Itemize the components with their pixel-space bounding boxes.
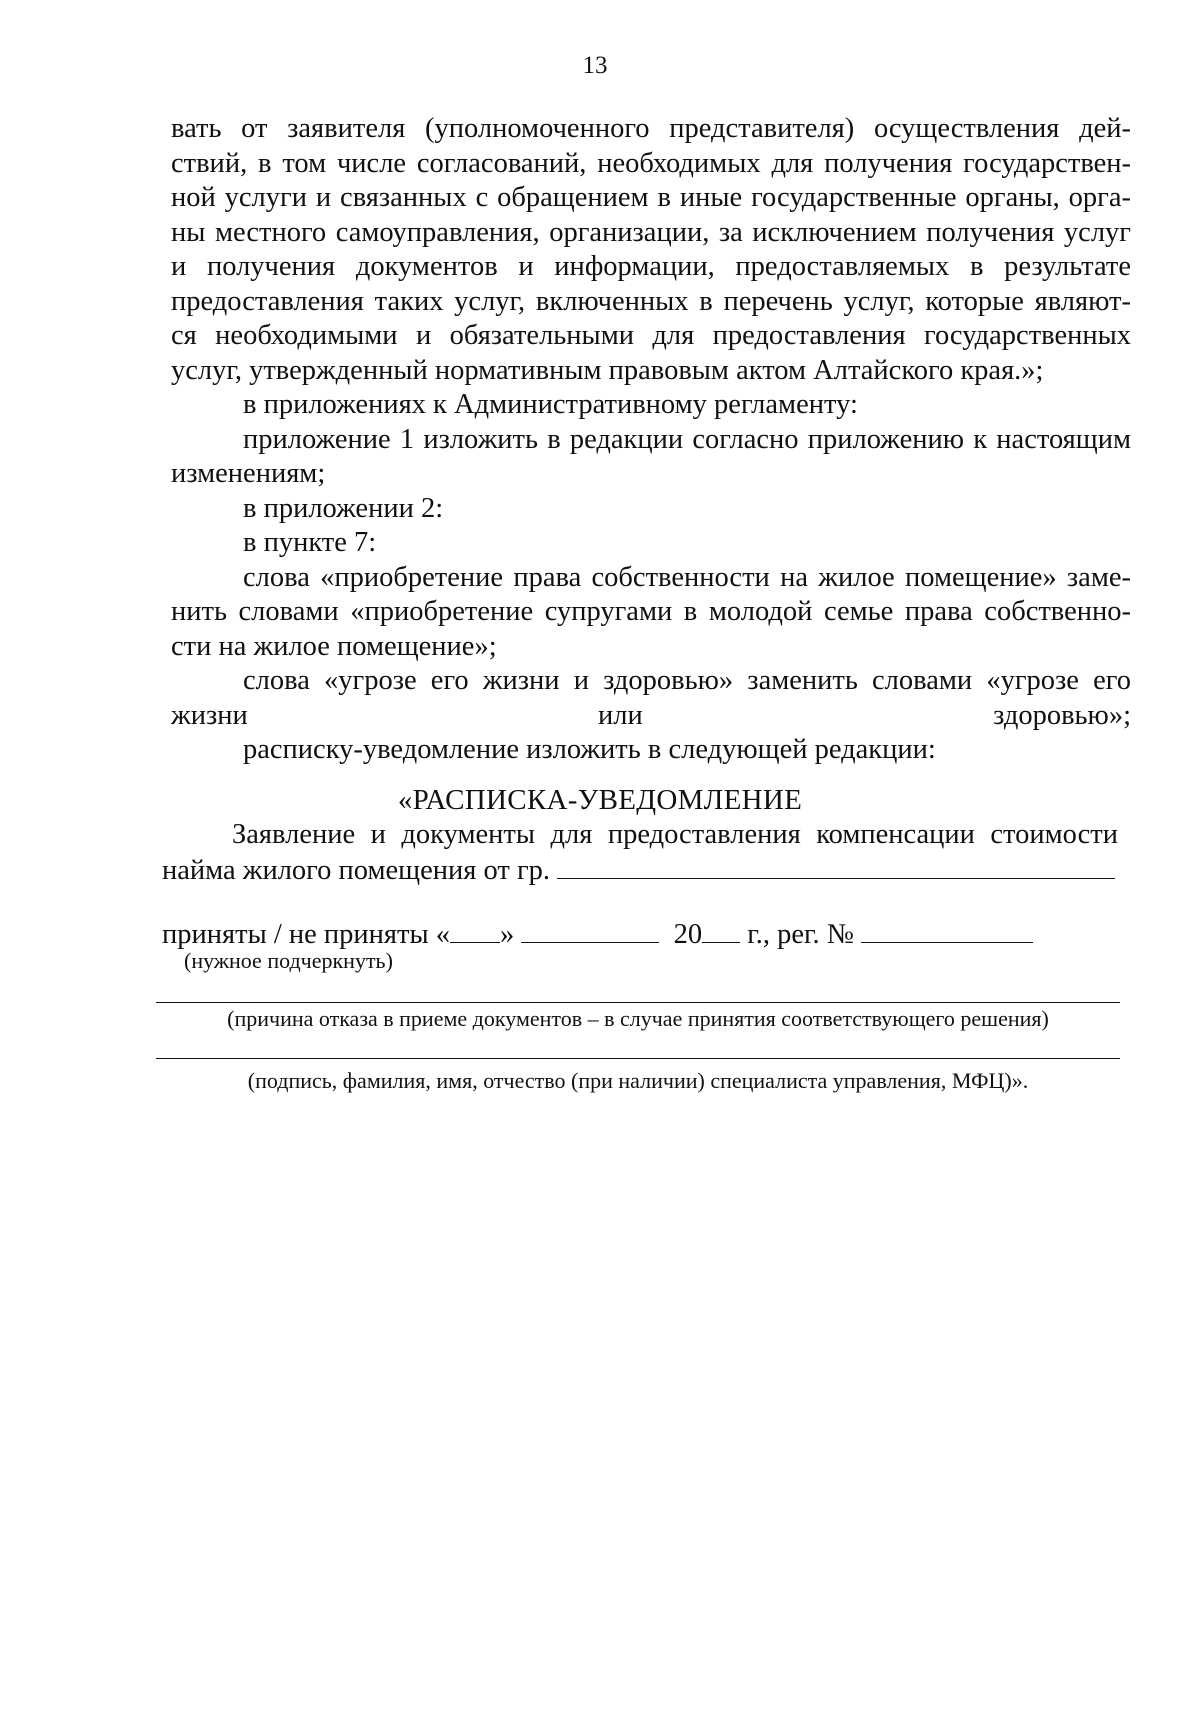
signature-caption: (подпись, фамилия, имя, отчество (при наличии) специалиста управления, МФЦ)». bbox=[247, 1068, 1029, 1093]
document-body bbox=[171, 112, 1131, 768]
underline-hint: (нужное подчеркнуть) bbox=[184, 948, 393, 973]
body-line: в пункте 7: bbox=[243, 527, 377, 558]
applicant-name-field[interactable] bbox=[557, 852, 1115, 879]
form-title: «РАСПИСКА-УВЕДОМЛЕНИЕ bbox=[397, 784, 803, 816]
body-line: ся необходимыми и обязательными для предоставления государственных bbox=[171, 320, 1131, 351]
refusal-caption: (причина отказа в приеме документов – в случае принятия соответствующего решения) bbox=[227, 1006, 1049, 1031]
accepted-label: приняты / не приняты « bbox=[162, 919, 451, 950]
body-line: и получения документов и информации, предоставляемых в результате bbox=[171, 251, 1131, 282]
body-line: ной услуги и связанных с обращением в иные государственные органы, орга- bbox=[171, 182, 1131, 213]
statement-line: Заявление и документы для предоставления компенсации стоимости bbox=[232, 819, 1118, 850]
year-prefix: 20 bbox=[673, 919, 703, 950]
body-line: слова «приобретение права собственности на жилое помещение» заме- bbox=[243, 561, 1131, 593]
page-number: 13 bbox=[582, 52, 608, 79]
body-line: в приложениях к Административному регламенту: bbox=[243, 389, 858, 420]
statement-label: найма жилого помещения от гр. bbox=[162, 855, 551, 886]
body-line: ствий, в том числе согласований, необходимых для получения государствен- bbox=[171, 147, 1131, 179]
refusal-reason-line[interactable] bbox=[156, 1002, 1120, 1003]
body-line: вать от заявителя (уполномоченного представителя) осуществления дей- bbox=[171, 113, 1131, 144]
year-field[interactable] bbox=[702, 916, 740, 943]
month-field[interactable] bbox=[521, 916, 659, 943]
body-paragraph: слова «угрозе его жизни и здоровью» заменить словами «угрозе его жизни или здоровью»; bbox=[171, 665, 1131, 731]
body-line: нить словами «приобретение супругами в молодой семье права собственно- bbox=[171, 596, 1131, 627]
registration-label: г., рег. № bbox=[747, 919, 854, 950]
body-line: в приложении 2: bbox=[243, 492, 444, 524]
body-line: расписку-уведомление изложить в следующей редакции: bbox=[243, 734, 936, 765]
statement-line-with-field bbox=[162, 852, 1118, 888]
signature-line[interactable] bbox=[156, 1058, 1120, 1059]
body-line: ны местного самоуправления, организации, за исключением получения услуг bbox=[171, 216, 1131, 248]
body-line: услуг, утвержденный нормативным правовым актом Алтайского края.»; bbox=[171, 354, 1044, 386]
quote-close: » bbox=[500, 919, 515, 950]
form-statement bbox=[162, 818, 1118, 888]
body-line: сти на жилое помещение»; bbox=[171, 630, 497, 662]
body-paragraph: приложение 1 изложить в редакции согласно приложению к настоящим изменениям; bbox=[171, 423, 1131, 489]
registration-number-field[interactable] bbox=[861, 916, 1033, 943]
day-field[interactable] bbox=[450, 916, 500, 943]
body-line: предоставления таких услуг, включенных в перечень услуг, которые являют- bbox=[171, 285, 1131, 317]
receipt-row bbox=[162, 916, 1033, 951]
